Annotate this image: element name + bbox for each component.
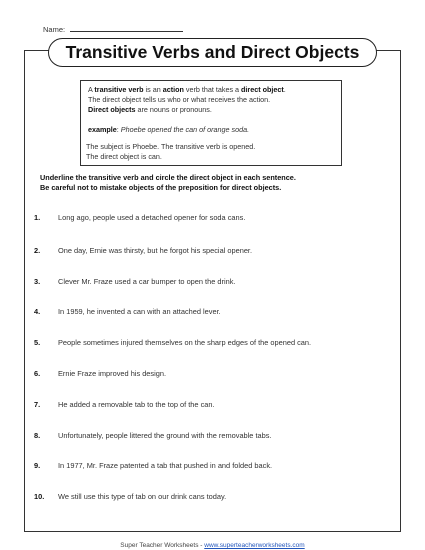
question-number: 2. (34, 246, 41, 255)
definition-line-3: Direct objects are nouns or pronouns. (88, 105, 212, 114)
question-number: 6. (34, 369, 41, 378)
question-number: 3. (34, 277, 41, 286)
question-sentence[interactable]: People sometimes injured themselves on the sharp edges of the opened can. (58, 338, 312, 347)
question-number: 4. (34, 307, 41, 316)
question-number: 9. (34, 461, 41, 470)
example-line: example: Phoebe opened the can of orange soda. (88, 125, 250, 134)
name-blank-line[interactable] (70, 24, 183, 32)
question-number: 10. (34, 492, 45, 501)
name-label: Name: (43, 25, 66, 34)
question-sentence[interactable]: Clever Mr. Fraze used a car bumper to open the drink. (58, 277, 236, 286)
question-sentence[interactable]: One day, Ernie was thirsty, but he forgot his special opener. (58, 246, 253, 255)
footer-brand: Super Teacher Worksheets (120, 542, 199, 549)
worksheet-title: Transitive Verbs and Direct Objects (48, 38, 377, 67)
instructions-line-2: Be careful not to mistake objects of the preposition for direct objects. (40, 183, 282, 192)
footer (0, 542, 425, 549)
question-sentence[interactable]: In 1977, Mr. Fraze patented a tab that pushed in and folded back. (58, 461, 273, 470)
explanation-line-1: The subject is Phoebe. The transitive verb is opened. (86, 142, 256, 151)
question-number: 8. (34, 431, 41, 440)
question-number: 5. (34, 338, 41, 347)
name-field-row (43, 24, 183, 34)
instructions-line-1: Underline the transitive verb and circle the direct object in each sentence. (40, 173, 296, 182)
question-sentence[interactable]: Unfortunately, people littered the ground with the removable tabs. (58, 431, 272, 440)
footer-website-link[interactable]: www.superteacherworksheets.com (204, 542, 305, 549)
footer-separator: - (198, 542, 205, 549)
question-sentence[interactable]: He added a removable tab to the top of the can. (58, 400, 215, 409)
question-number: 1. (34, 213, 41, 222)
definition-line-1: A transitive verb is an action verb that takes a direct object. (88, 85, 286, 94)
question-number: 7. (34, 400, 41, 409)
question-sentence[interactable]: Long ago, people used a detached opener for soda cans. (58, 213, 246, 222)
explanation-line-2: The direct object is can. (86, 152, 162, 161)
question-sentence[interactable]: In 1959, he invented a can with an attached lever. (58, 307, 221, 316)
question-sentence[interactable]: Ernie Fraze improved his design. (58, 369, 167, 378)
definition-line-2: The direct object tells us who or what receives the action. (88, 95, 271, 104)
question-sentence[interactable]: We still use this type of tab on our drink cans today. (58, 492, 227, 501)
